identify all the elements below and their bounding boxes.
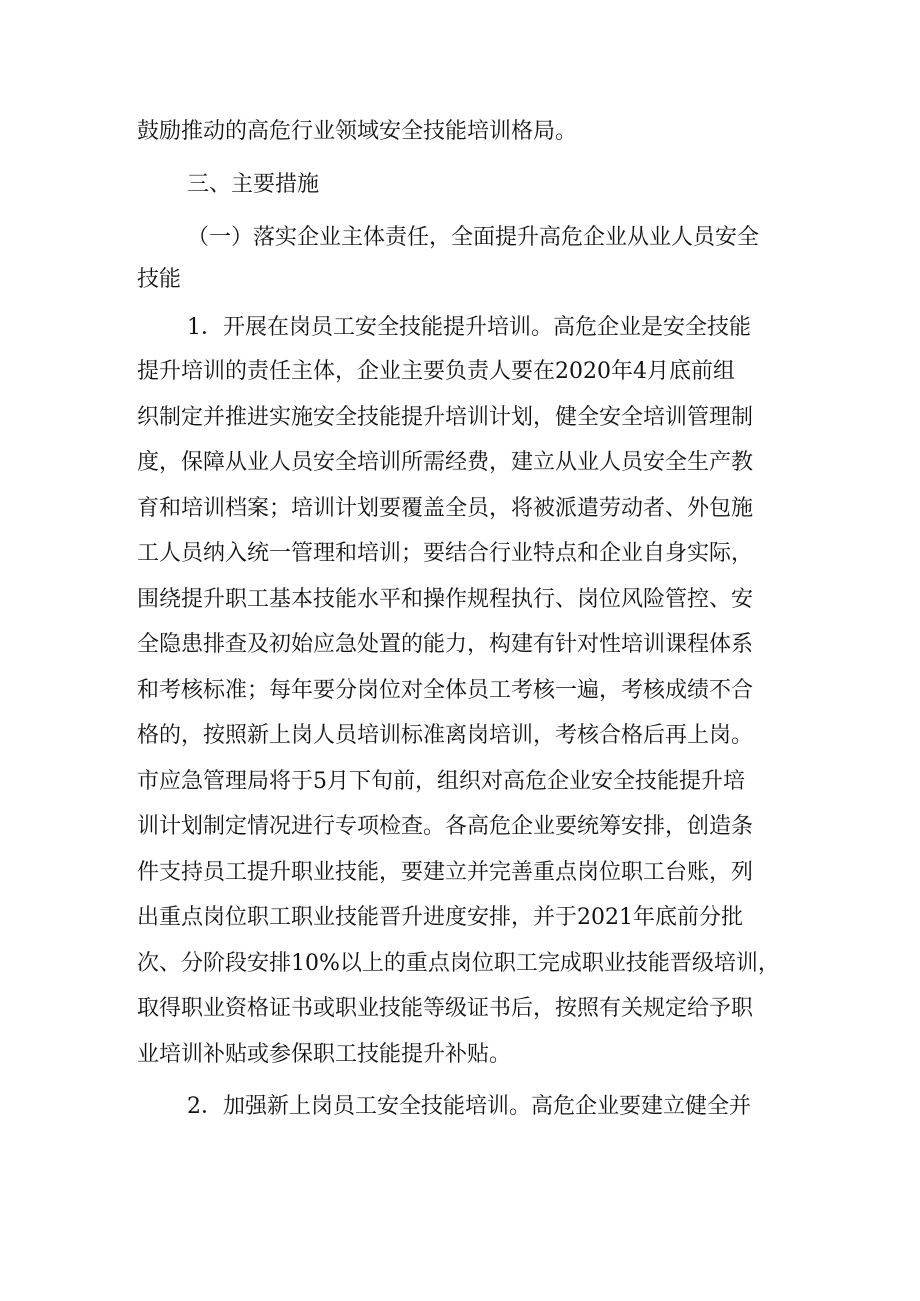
text-line: 件支持员工提升职业技能，要建立并完善重点岗位职工台账，列 <box>137 860 754 885</box>
text-line: 育和培训档案；培训计划要覆盖全员，将被派遣劳动者、外包施 <box>137 496 754 521</box>
subsection-heading-cont: 技能 <box>137 267 182 292</box>
text-line: 全隐患排查及初始应急处置的能力，构建有针对性培训课程体系 <box>137 632 754 657</box>
text-line: 取得职业资格证书或职业技能等级证书后，按照有关规定给予职 <box>137 996 754 1021</box>
text-line: 次、分阶段安排10%以上的重点岗位职工完成职业技能晋级培训， <box>137 951 780 976</box>
text-line: 度，保障从业人员安全培训所需经费，建立从业人员安全生产教 <box>137 450 754 475</box>
text-line: 市应急管理局将于5月下旬前，组织对高危企业安全技能提升培 <box>137 769 745 794</box>
text-line: 格的，按照新上岗人员培训标准离岗培训，考核合格后再上岗。 <box>137 723 754 748</box>
text-line: 提升培训的责任主体，企业主要负责人要在2020年4月底前组 <box>137 359 735 384</box>
text-line: 围绕提升职工基本技能水平和操作规程执行、岗位风险管控、安 <box>137 587 754 612</box>
subsection-heading: （一）落实企业主体责任，全面提升高危企业从业人员安全 <box>187 225 760 250</box>
paragraph-start: 2．加强新上岗员工安全技能培训。高危企业要建立健全并 <box>187 1094 751 1119</box>
section-heading: 三、主要措施 <box>187 172 320 197</box>
paragraph-start: 1．开展在岗员工安全技能提升培训。高危企业是安全技能 <box>187 315 751 340</box>
text-line: 业培训补贴或参保职工技能提升补贴。 <box>137 1042 512 1067</box>
text-line: 织制定并推进实施安全技能提升培训计划，健全安全培训管理制 <box>137 405 754 430</box>
text-line: 鼓励推动的高危行业领域安全技能培训格局。 <box>137 119 578 144</box>
text-line: 训计划制定情况进行专项检查。各高危企业要统筹安排，创造条 <box>137 814 754 839</box>
text-line: 和考核标准；每年要分岗位对全体员工考核一遍，考核成绩不合 <box>137 678 754 703</box>
text-line: 出重点岗位职工职业技能晋升进度安排，并于2021年底前分批 <box>137 905 743 930</box>
text-line: 工人员纳入统一管理和培训；要结合行业特点和企业自身实际， <box>137 541 754 566</box>
